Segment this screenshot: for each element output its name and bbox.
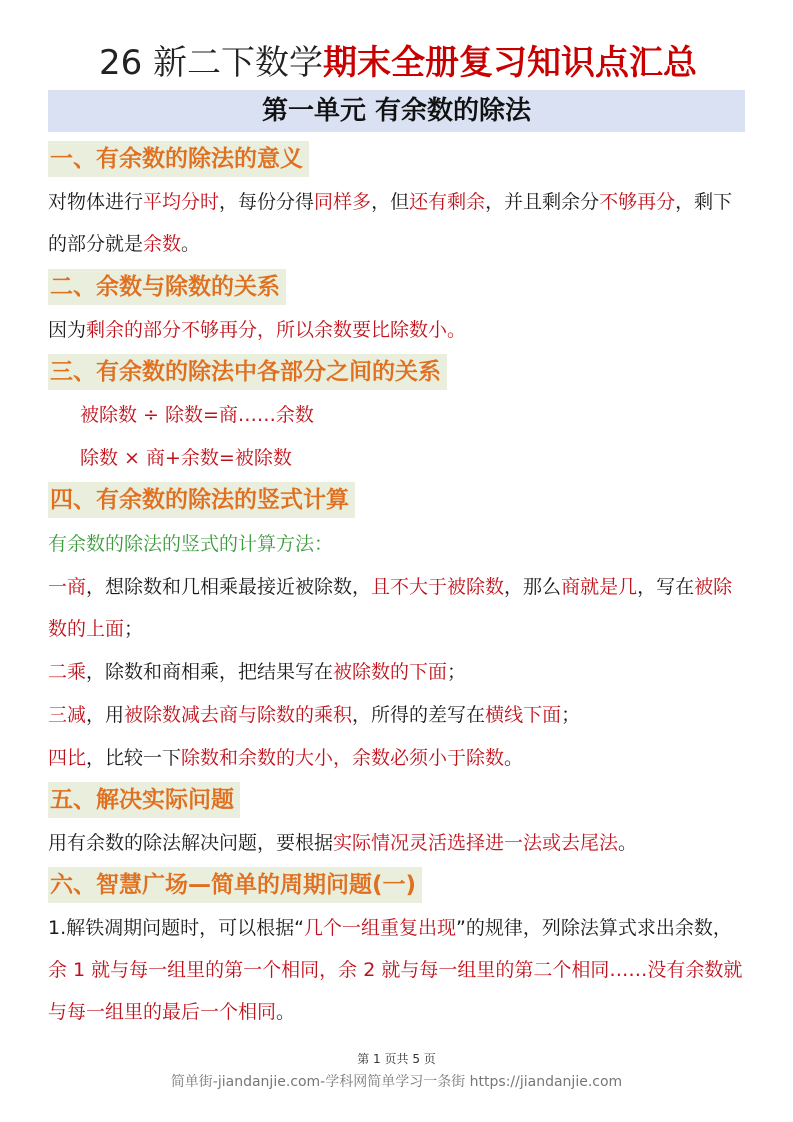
- highlight-run: 二乘: [48, 661, 87, 683]
- step-multiply: [48, 651, 748, 693]
- highlight-run: 平均分时: [143, 191, 220, 213]
- highlight-run: 商就是几: [561, 576, 638, 598]
- text-run: ，写在: [637, 576, 695, 598]
- text-run: ，剩下的部分就是: [48, 191, 733, 255]
- text-run: ，并且剩余分: [485, 191, 600, 213]
- text-run: 。: [181, 233, 201, 255]
- highlight-run: 被除数的上面: [48, 576, 733, 640]
- text-run: ，但: [371, 191, 410, 213]
- text-run: ，所得的差写在: [352, 704, 486, 726]
- section-heading-6: 六、智慧广场—简单的周期问题(一): [48, 867, 422, 903]
- text-run: 。: [504, 747, 524, 769]
- title-prefix: 26 新二下数学: [98, 43, 324, 83]
- text-run: 对物体进行: [48, 191, 144, 213]
- highlight-run: 剩余的部分不够再分，所以余数要比除数小。: [86, 319, 467, 341]
- highlight-run: 四比: [48, 747, 87, 769]
- unit-title: 第一单元 有余数的除法: [48, 90, 745, 132]
- text-run: 。: [276, 1001, 296, 1023]
- text-run: ，除数和商相乘，把结果写在: [86, 661, 334, 683]
- section-5-text: [48, 822, 748, 864]
- step-divide: [48, 566, 748, 650]
- section-heading-5: 五、解决实际问题: [48, 782, 240, 818]
- highlight-run: 实际情况灵活选择进一法或去尾法: [333, 832, 619, 854]
- site-footer: 简单街-jiandanjie.com-学科网简单学习一条街 https://jiandanjie.com: [170, 1074, 623, 1090]
- highlight-run: 三减: [48, 704, 87, 726]
- formula-2: 除数 × 商+余数=被除数: [80, 447, 292, 469]
- highlight-run: 余数: [143, 233, 182, 255]
- text-run: ，用: [86, 704, 125, 726]
- step-compare: [48, 737, 748, 779]
- text-run: ；: [561, 704, 581, 726]
- text-run: 1.解铁凋期问题时，可以根据“: [48, 917, 304, 939]
- section-heading-4: 四、有余数的除法的竖式计算: [48, 482, 355, 518]
- highlight-run: 被除数的下面: [333, 661, 448, 683]
- section-heading-1: 一、有余数的除法的意义: [48, 141, 309, 177]
- text-run: ，每份分得: [219, 191, 315, 213]
- highlight-run: 被除数减去商与除数的乘积: [124, 704, 353, 726]
- method-intro: 有余数的除法的竖式的计算方法：: [48, 533, 334, 555]
- title-highlight: 期末全册复习知识点汇总: [323, 43, 698, 83]
- section-6-text: [48, 907, 748, 1033]
- text-run: 用有余数的除法解决问题，要根据: [48, 832, 334, 854]
- text-run: ；: [124, 618, 144, 640]
- text-run: ，那么: [504, 576, 562, 598]
- section-1-text: [48, 181, 748, 265]
- highlight-run: 不够再分: [599, 191, 676, 213]
- text-run: ”的规律，列除法算式求出余数，: [456, 917, 732, 939]
- highlight-run: 一商: [48, 576, 87, 598]
- highlight-run: 还有剩余: [409, 191, 486, 213]
- highlight-run: 除数和余数的大小，余数必须小于除数: [181, 747, 505, 769]
- text-run: ；: [447, 661, 467, 683]
- section-heading-3: 三、有余数的除法中各部分之间的关系: [48, 354, 447, 390]
- highlight-run: 且不大于被除数: [371, 576, 505, 598]
- text-run: ，想除数和几相乘最接近被除数，: [86, 576, 372, 598]
- highlight-run: 余 1 就与每一组里的第一个相同，余 2 就与每一组里的第二个相同……没有余数就与每一组里的最后一个相同: [48, 959, 743, 1023]
- text-run: ，比较一下: [86, 747, 182, 769]
- step-subtract: [48, 694, 748, 736]
- page-number: 第 1 页共 5 页: [357, 1052, 436, 1066]
- section-2-text: [48, 309, 748, 351]
- highlight-run: 横线下面: [485, 704, 562, 726]
- text-run: 因为: [48, 319, 87, 341]
- section-heading-2: 二、余数与除数的关系: [48, 269, 286, 305]
- page-title: [48, 38, 748, 88]
- formula-1: 被除数 ÷ 除数=商……余数: [80, 404, 314, 426]
- highlight-run: 同样多: [314, 191, 372, 213]
- text-run: 。: [618, 832, 638, 854]
- highlight-run: 几个一组重复出现: [303, 917, 456, 939]
